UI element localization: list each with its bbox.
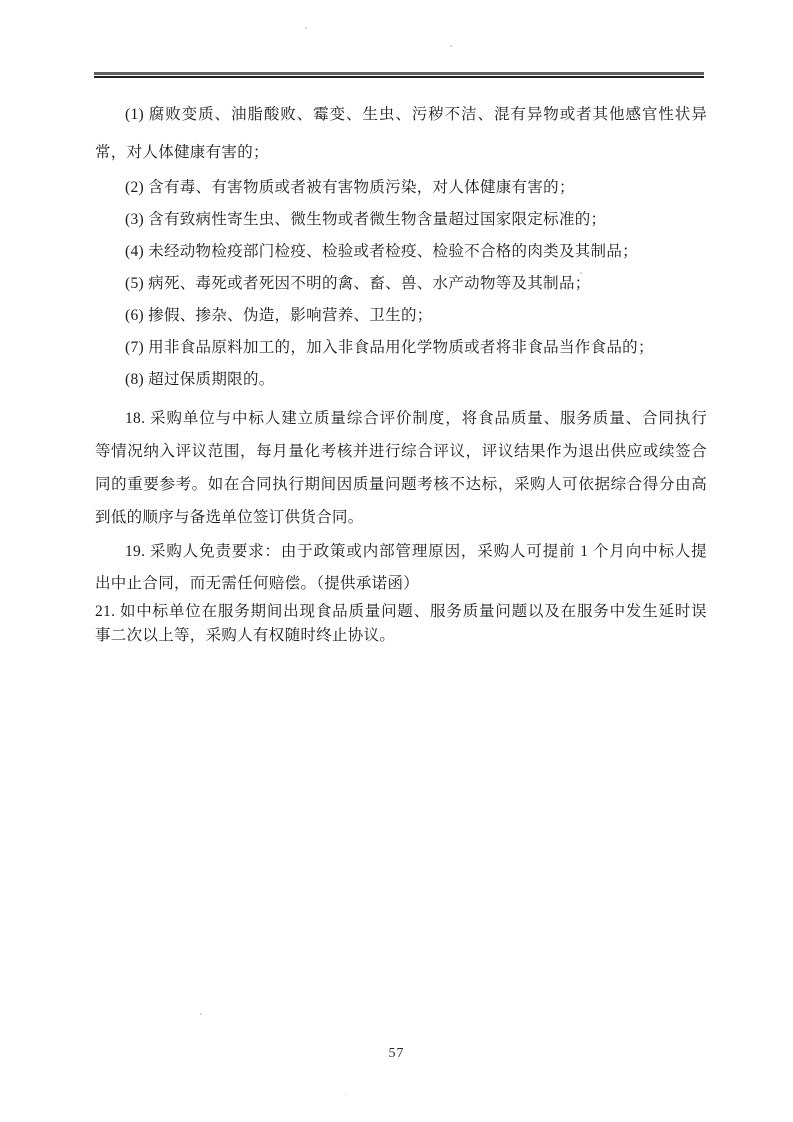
list-item-3-line-1: (3) 含有致病性寄生虫、微生物或者微生物含量超过国家限定标准的； [125,211,607,228]
paragraph-18-line-4: 到低的顺序与备选单位签订供货合同。 [95,509,364,526]
list-item-8-line-1: (8) 超过保质期限的。 [125,371,275,388]
list-item-1 [95,96,707,172]
list-item-1-line-2: 常，对人体健康有害的； [95,144,269,161]
scan-speckle [305,27,307,29]
paragraph-18-line-1: 18. 采购单位与中标人建立质量综合评价制度，将食品质量、服务质量、合同执行 [125,410,707,427]
list-item-6 [95,300,707,332]
header-double-rule [94,72,704,78]
paragraph-18 [95,402,707,534]
document-body [95,96,707,648]
page-number: 57 [388,1046,405,1061]
scan-speckle [345,1094,346,1095]
paragraph-21-line-2: 事二次以上等，采购人有权随时终止协议。 [95,627,396,644]
paragraph-21-line-1: 21. 如中标单位在服务期间出现食品质量问题、服务质量问题以及在服务中发生延时误 [95,603,707,620]
list-item-2 [95,172,707,204]
paragraph-19-line-1: 19. 采购人免责要求：由于政策或内部管理原因，采购人可提前 1 个月向中标人提 [125,543,707,560]
list-item-5 [95,268,707,300]
scan-speckle [450,45,452,47]
list-item-7-line-1: (7) 用非食品原料加工的，加入非食品用化学物质或者将非食品当作食品的； [125,339,654,356]
paragraph-18-line-3: 同的重要参考。如在合同执行期间因质量问题考核不达标，采购人可依据综合得分由高 [95,476,707,493]
list-item-1-line-1: (1) 腐败变质、油脂酸败、霉变、生虫、污秽不洁、混有异物或者其他感官性状异 [125,106,707,123]
list-item-4 [95,236,707,268]
list-item-7 [95,332,707,364]
paragraph-18-line-2: 等情况纳入评议范围，每月量化考核并进行综合评议，评议结果作为退出供应或续签合 [95,443,707,460]
paragraph-21 [95,600,707,648]
scan-speckle [200,1013,202,1015]
list-item-8 [95,364,707,396]
paragraph-19-line-2: 出中止合同，而无需任何赔偿。（提供承诺函） [95,575,420,592]
list-item-2-line-1: (2) 含有毒、有害物质或者被有害物质污染，对人体健康有害的； [125,179,575,196]
paragraph-19 [95,536,707,600]
page-footer [0,1046,793,1062]
list-item-6-line-1: (6) 掺假、掺杂、伪造，影响营养、卫生的； [125,307,433,324]
list-item-4-line-1: (4) 未经动物检疫部门检疫、检验或者检疫、检验不合格的肉类及其制品； [125,243,638,260]
list-item-5-line-1: (5) 病死、毒死或者死因不明的禽、畜、兽、水产动物等及其制品； [125,275,591,292]
list-item-3 [95,204,707,236]
